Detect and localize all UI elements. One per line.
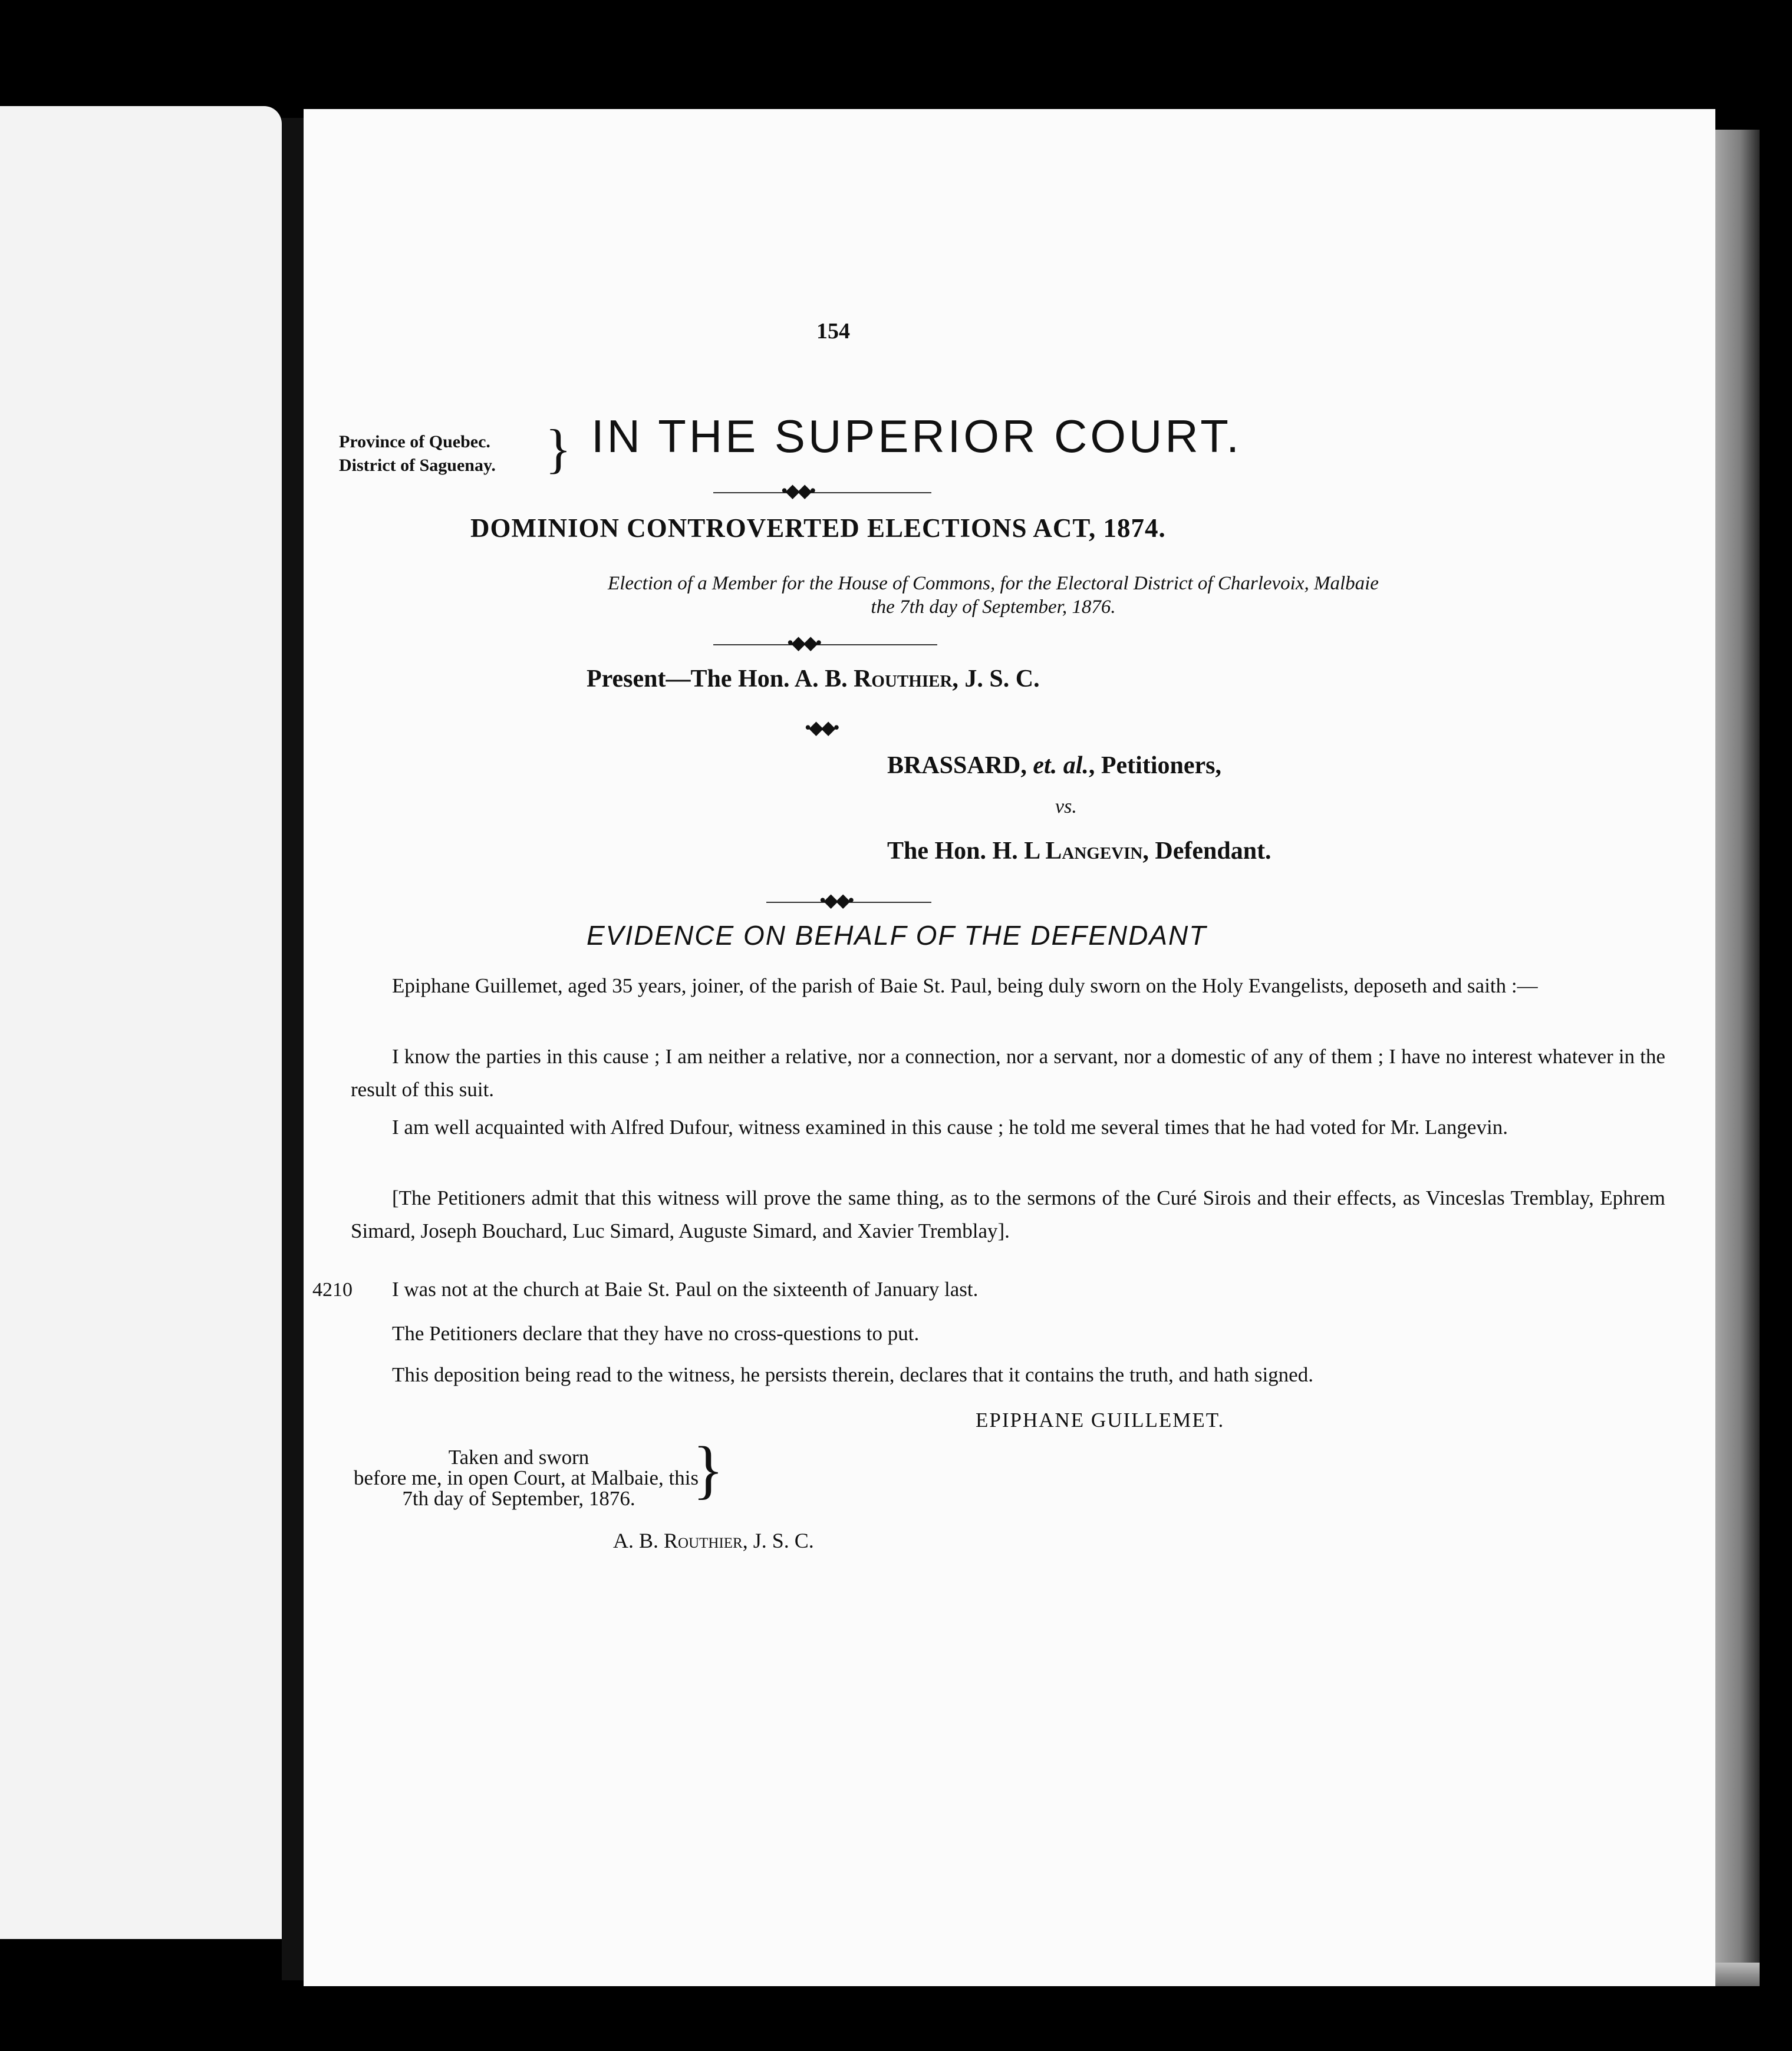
jurisdiction xyxy=(339,430,496,477)
book-gutter xyxy=(282,118,305,1980)
ornament-3: •◆◆• xyxy=(805,717,838,738)
paragraph-4: [The Petitioners admit that this witness will prove the same thing, as to the sermons of the Curé Sirois and their effects, as Vinceslas Tremblay, Ephrem Simard, Joseph Bouchard, Luc Simard, Auguste Simard, and Xavier Tremblay]. xyxy=(351,1186,1665,1242)
sworn-line-1: Taken and sworn xyxy=(448,1446,589,1469)
defendant-line xyxy=(887,837,1271,865)
petitioners-line xyxy=(887,751,1221,780)
election-description xyxy=(330,572,1656,619)
jurisdiction-province: Province of Quebec. xyxy=(339,432,490,451)
present-line xyxy=(587,665,1040,693)
petitioner-role: , Petitioners, xyxy=(1088,752,1221,779)
present-prefix: Present—The Hon. A. B. xyxy=(587,665,854,693)
defendant-prefix: The Hon. H. L xyxy=(887,837,1046,865)
election-line-1: Election of a Member for the House of Commons, for the Electoral District of Charlevoix, Malbaie xyxy=(608,573,1379,594)
ornament-1: •◆◆• xyxy=(781,480,814,501)
sworn-brace: } xyxy=(693,1433,724,1505)
judge-signature xyxy=(613,1528,814,1553)
paragraph-2: I know the parties in this cause ; I am neither a relative, nor a connection, nor a servant, nor a domestic of any of them ; I have no interest whatever in the result of this suit. xyxy=(351,1045,1665,1101)
versus: vs. xyxy=(1055,796,1077,817)
paragraph-3: I am well acquainted with Alfred Dufour, witness examined in this cause ; he told me several times that he had voted for Mr. Langevin. xyxy=(392,1116,1508,1139)
present-judge-name: Routhier xyxy=(854,665,953,693)
section-heading: EVIDENCE ON BEHALF OF THE DEFENDANT xyxy=(587,920,1207,951)
jurisdiction-brace: } xyxy=(545,418,572,479)
sworn-line-3: 7th day of September, 1876. xyxy=(402,1487,635,1510)
judge-name: Routhier xyxy=(664,1529,743,1552)
election-line-2: the 7th day of September, 1876. xyxy=(871,596,1116,618)
paragraph-7: This deposition being read to the witness, he persists therein, declares that it contains the truth, and hath signed. xyxy=(392,1363,1313,1386)
paragraph-1: Epiphane Guillemet, aged 35 years, joiner, of the parish of Baie St. Paul, being duly sworn on the Holy Evangelists, deposeth and saith :— xyxy=(392,974,1538,997)
petitioner-etal: et. al. xyxy=(1033,752,1089,779)
left-page xyxy=(0,106,282,1939)
ornament-4: •◆◆• xyxy=(819,889,852,911)
sworn-line-2: before me, in open Court, at Malbaie, this xyxy=(354,1466,699,1489)
ornament-rule-2 xyxy=(713,644,937,645)
margin-number: 4210 xyxy=(312,1279,353,1301)
jurisdiction-district: District of Saguenay. xyxy=(339,456,496,475)
petitioner-name: BRASSARD, xyxy=(887,752,1033,779)
witness-signature: EPIPHANE GUILLEMET. xyxy=(976,1409,1225,1432)
sworn-block xyxy=(354,1446,699,1510)
ornament-2: •◆◆• xyxy=(787,632,820,653)
defendant-name: Langevin xyxy=(1045,837,1143,865)
paragraph-6: The Petitioners declare that they have no cross-questions to put. xyxy=(392,1322,920,1345)
document-page xyxy=(304,109,1715,1986)
page-number: 154 xyxy=(816,319,850,344)
paragraph-5: I was not at the church at Baie St. Paul on the sixteenth of January last. xyxy=(392,1278,979,1301)
court-title: IN THE SUPERIOR COURT. xyxy=(591,410,1242,462)
defendant-role: , Defendant. xyxy=(1142,837,1271,865)
ornament-rule-1 xyxy=(713,492,931,493)
judge-prefix: A. B. xyxy=(613,1529,664,1552)
judge-suffix: , J. S. C. xyxy=(742,1529,814,1552)
present-suffix: , J. S. C. xyxy=(952,665,1040,693)
act-title: DOMINION CONTROVERTED ELECTIONS ACT, 1874. xyxy=(470,513,1166,543)
